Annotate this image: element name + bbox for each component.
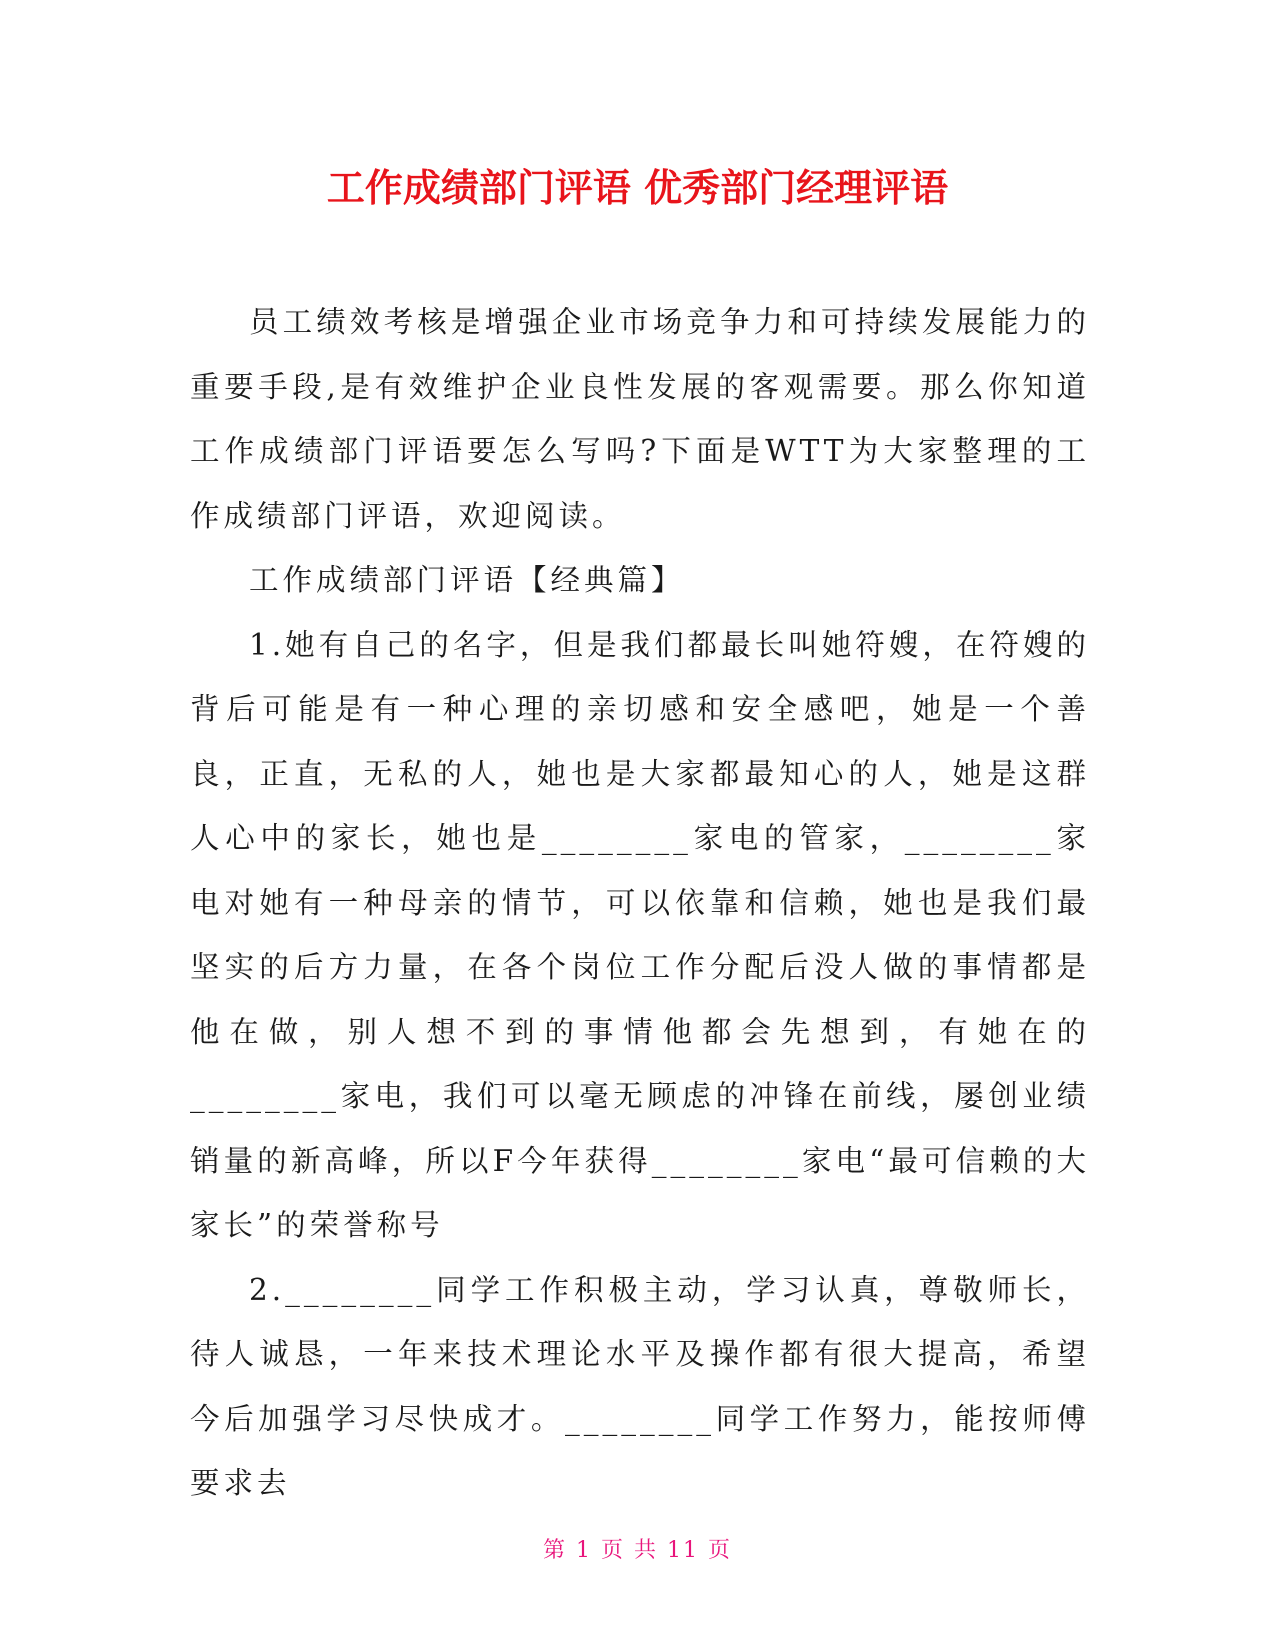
intro-paragraph: 员工绩效考核是增强企业市场竞争力和可持续发展能力的重要手段,是有效维护企业良性发展的客观需要。那么你知道工作成绩部门评语要怎么写吗?下面是WTT为大家整理的工作成绩部门评语，欢迎阅读。 xyxy=(190,305,1090,533)
document-title: 工作成绩部门评语 优秀部门经理评语 xyxy=(326,166,949,210)
page-number: 第 1 页 共 11 页 xyxy=(543,1538,732,1563)
page-footer xyxy=(0,1536,1275,1566)
comment-paragraph-1: 1.她有自己的名字，但是我们都最长叫她符嫂，在符嫂的背后可能是有一种心理的亲切感和安全感吧，她是一个善良，正直，无私的人，她也是大家都最知心的人，她是这群人心中的家长，她也是________家电的管家，________家电对她有一种母亲的情节，可以依靠和信赖，她也是我们最坚实的后方力量，在各个岗位工作分配后没人做的事情都是他在做，别人想不到的事情他都会先想到，有她在的________家电，我们可以毫无顾虑的冲锋在前线，屡创业绩销量的新高峰，所以F今年获得________家电“最可信赖的大家长”的荣誉称号 xyxy=(190,627,1090,1242)
comment-paragraph-2: 2.________同学工作积极主动，学习认真，尊敬师长，待人诚恳，一年来技术理论水平及操作都有很大提高，希望今后加强学习尽快成才。________同学工作努力，能按师傅要求去 xyxy=(190,1272,1090,1500)
document-body xyxy=(190,290,1090,1516)
section-heading: 工作成绩部门评语【经典篇】 xyxy=(249,563,685,597)
